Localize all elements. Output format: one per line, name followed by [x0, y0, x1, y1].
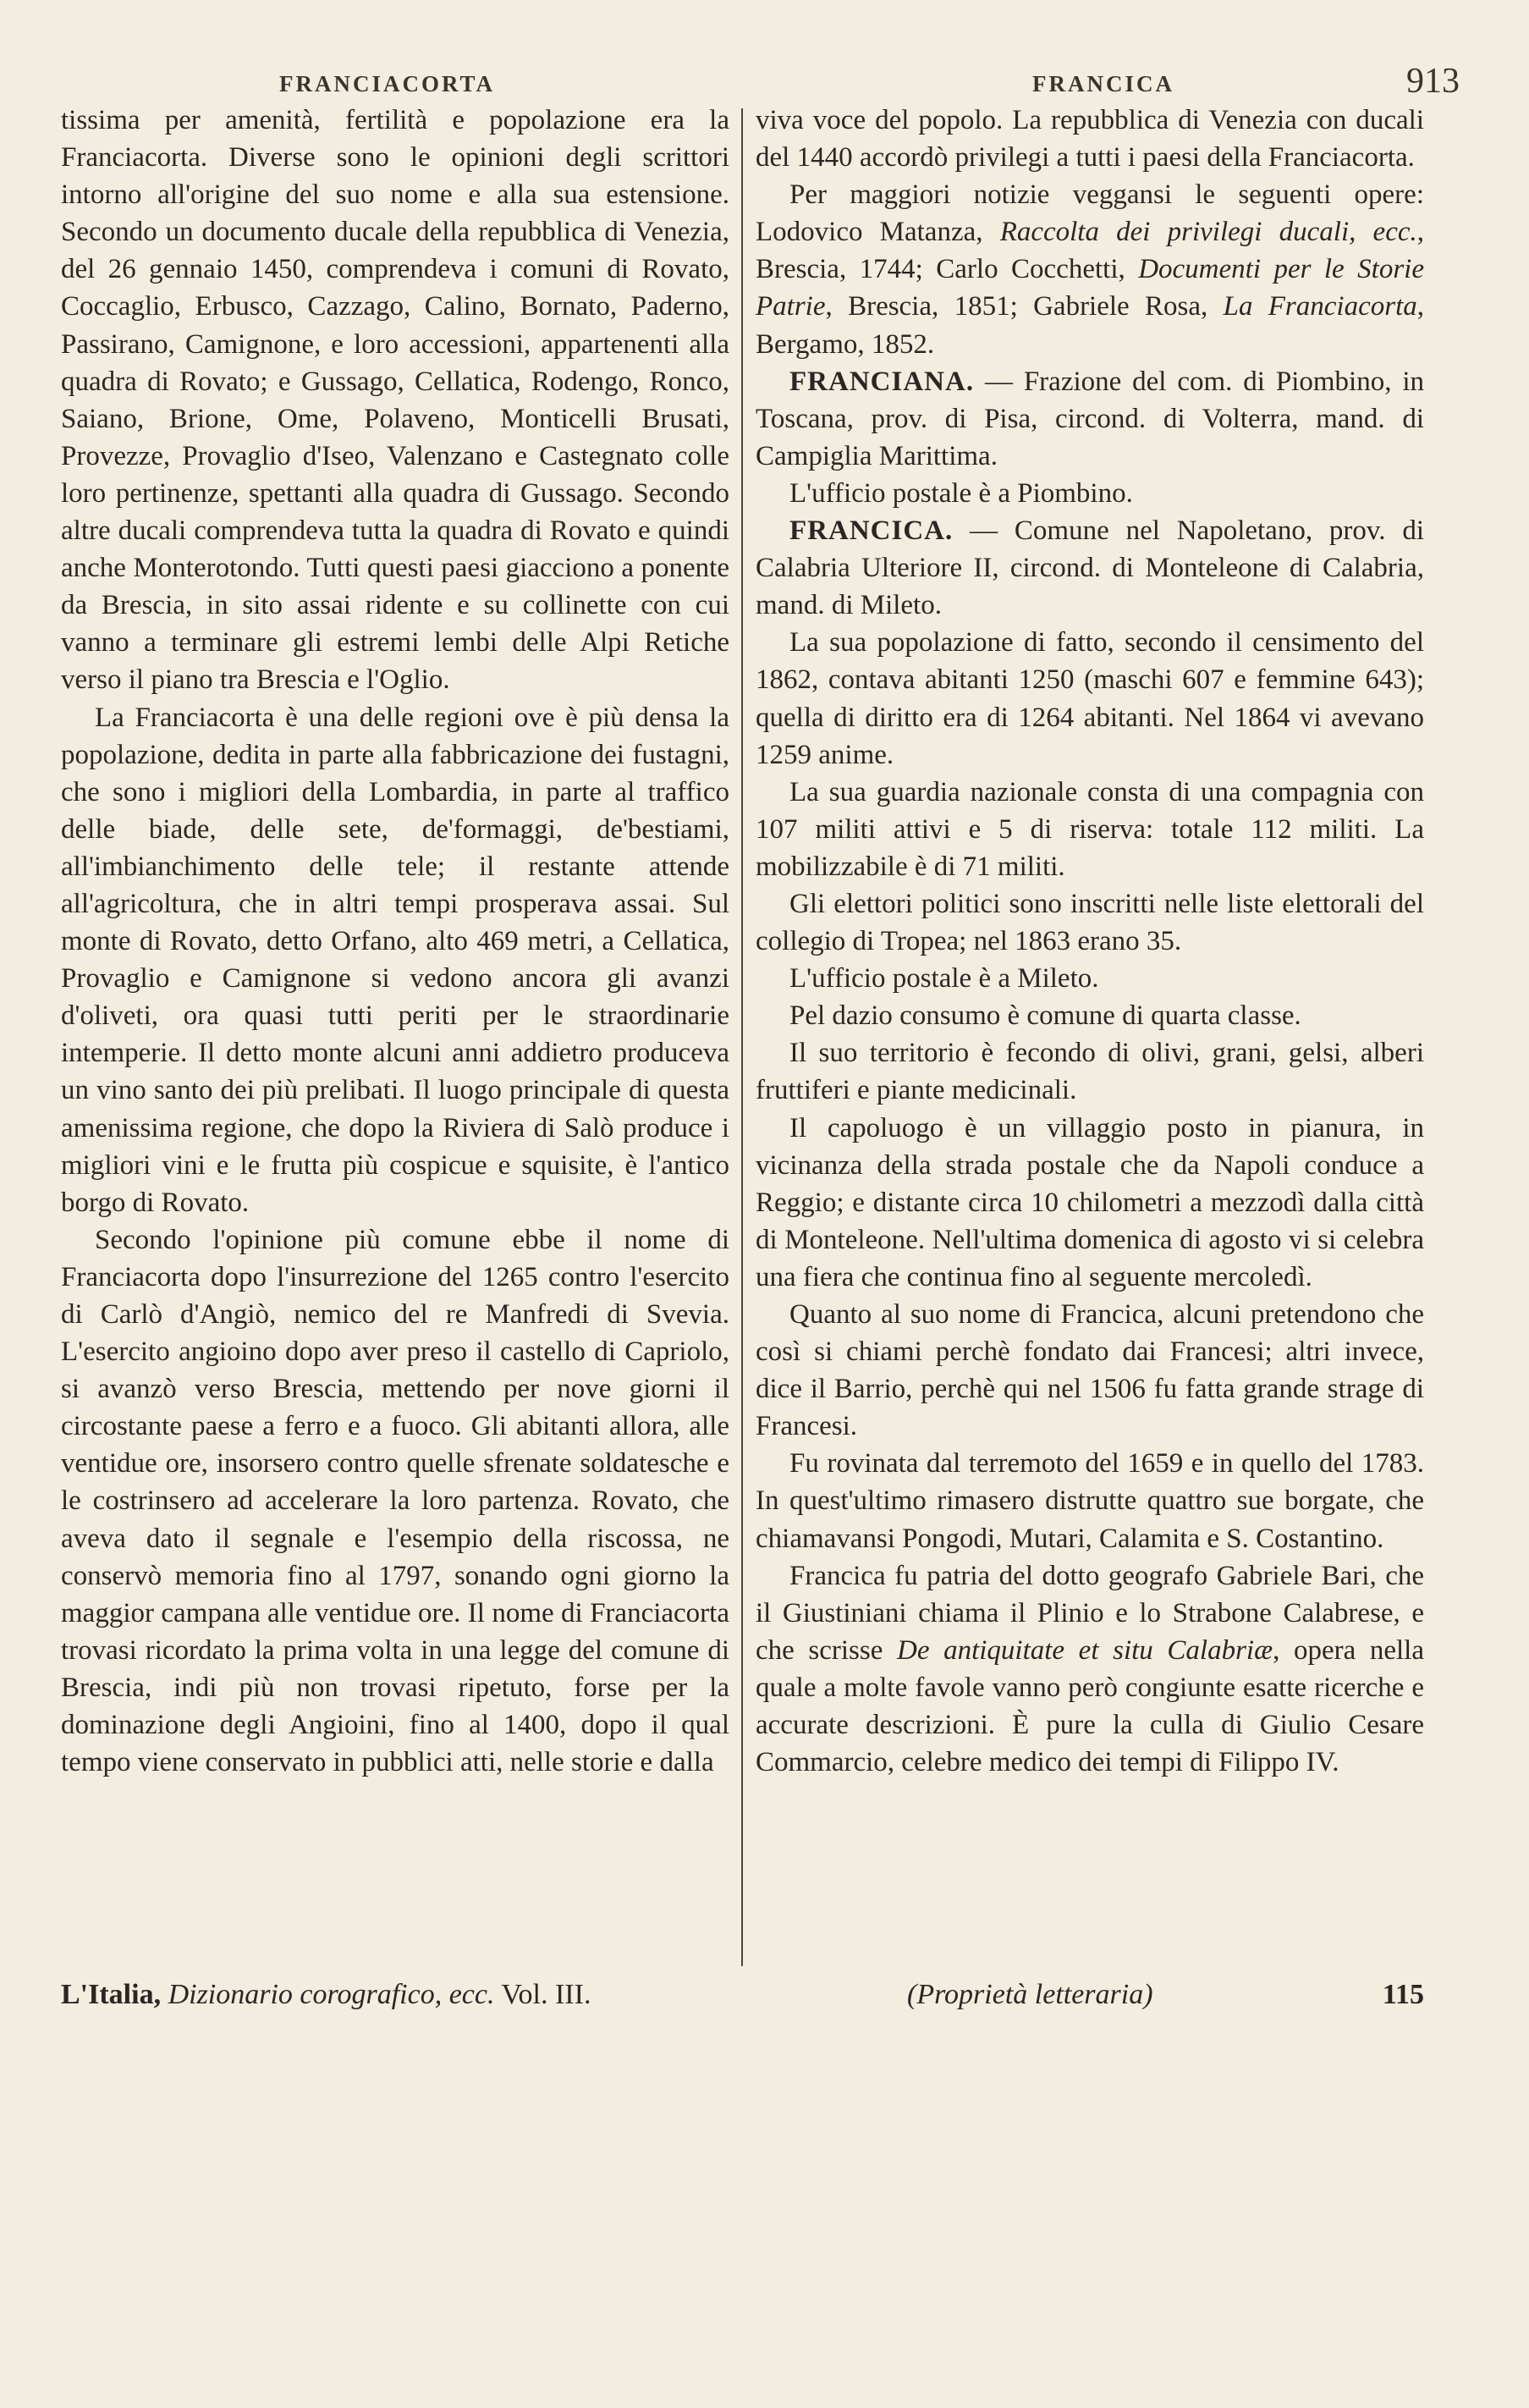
paragraph	[756, 1557, 1424, 1782]
right-column	[756, 102, 1424, 1781]
page-number: 913	[1406, 62, 1460, 101]
paragraph-bibliography	[756, 176, 1424, 362]
entry-francica	[756, 512, 1424, 624]
paragraph: La sua popolazione di fatto, secondo il censimento del 1862, contava abitanti 1250 (maschi 607 e femmine 643); quella di diritto era di 1264 abitanti. Nel 1864 vi avevano 1259 anime.	[756, 627, 1424, 770]
text: , Brescia, 1744; Carlo Cocchetti,	[756, 217, 1424, 285]
footer-title: L'Italia,	[61, 1979, 162, 2010]
footer-volume: Vol. III.	[494, 1979, 591, 2010]
paragraph: Secondo l'opinione più comune ebbe il nome di Franciacorta dopo l'insurrezione del 1265 contro l'esercito di Carlò d'Angiò, nemico del re Manfredi di Svevia. L'esercito angioino dopo aver preso il castello di Capriolo, si avanzò verso Brescia, mettendo per nove giorni il circostante paese a ferro e a fuoco. Gli abitanti allora, alle ventidue ore, insorsero contro quelle sfrenate soldatesche e le costrinsero ad accelerare la loro partenza. Rovato, che aveva dato il segnale e l'esempio della riscossa, ne conservò memoria fino al 1797, sonando ogni giorno la maggior campana alle ventidue ore. Il nome di Franciacorta trovasi ricordato la prima volta in una legge del comune di Brescia, indi più non trovasi ripetuto, forse per la dominazione degli Angioini, fino al 1400, dopo il qual tempo viene conservato in pubblici atti, nelle storie e dalla	[61, 1224, 729, 1778]
footer-subtitle: Dizionario corografico, ecc.	[161, 1979, 495, 2010]
paragraph: L'ufficio postale è a Piombino.	[789, 477, 1133, 509]
left-column	[61, 102, 729, 1781]
book-title: La Franciacorta	[1223, 291, 1417, 322]
paragraph: Il suo territorio è fecondo di olivi, grani, gelsi, alberi fruttiferi e piante medicinali.	[756, 1038, 1424, 1106]
column-divider	[741, 108, 743, 1966]
paragraph: tissima per amenità, fertilità e popolazione era la Franciacorta. Diverse sono le opinioni degli scrittori intorno all'origine del suo nome e alla sua estensione. Secondo un documento ducale della repubblica di Venezia, del 26 gennaio 1450, comprendeva i comuni di Rovato, Coccaglio, Erbusco, Cazzago, Calino, Bornato, Paderno, Passirano, Camignone, e loro accessioni, appartenenti alla quadra di Rovato; e Gussago, Cellatica, Rodengo, Ronco, Saiano, Brione, Ome, Polaveno, Monticelli Brusati, Provezze, Provaglio d'Iseo, Valenzano e Castegnato colle loro pertinenze, spettanti alla quadra di Gussago. Secondo altre ducali comprendeva tutta la quadra di Rovato e quindi anche Monterotondo. Tutti questi paesi giacciono a ponente da Brescia, in sito assai ridente e su collinette con cui vanno a terminare gli estremi lembi delle Alpi Retiche verso il piano tra Brescia e l'Oglio.	[61, 105, 729, 696]
footer-sheet-number: 115	[1382, 1979, 1424, 2010]
book-title: De antiquitate et situ Calabriæ	[897, 1634, 1273, 1666]
footer-citation	[61, 1979, 591, 2011]
paragraph: viva voce del popolo. La repubblica di Venezia con ducali del 1440 accordò privilegi a tutti i paesi della Franciacorta.	[756, 105, 1424, 174]
text: , Brescia, 1851; Gabriele Rosa,	[825, 291, 1224, 322]
text: Per maggiori notizie veggansi le seguenti opere: Lodovico Matanza,	[756, 179, 1424, 248]
book-title: Documenti per le Storie Patrie	[756, 254, 1424, 322]
paragraph: L'ufficio postale è a Mileto.	[789, 963, 1099, 995]
entry-franciana	[756, 363, 1424, 475]
paragraph: Fu rovinata dal terremoto del 1659 e in quello del 1783. In quest'ultimo rimasero distrutte quattro sue borgate, che chiamavansi Pongodi, Mutari, Calamita e S. Costantino.	[756, 1448, 1424, 1554]
running-header-left: FRANCIACORTA	[279, 71, 496, 96]
entry-text: — Comune nel Napoletano, prov. di Calabria Ulteriore II, circond. di Monteleone di Calabria, mand. di Mileto.	[756, 515, 1424, 621]
entry-title: FRANCICA.	[789, 515, 954, 547]
footer-rights: (Proprietà letteraria)	[907, 1979, 1153, 2010]
entry-title: FRANCIANA.	[789, 366, 975, 397]
text: , Bergamo, 1852.	[756, 291, 1424, 360]
paragraph: Quanto al suo nome di Francica, alcuni pretendono che così si chiami perchè fondato dai Francesi; altri invece, dice il Barrio, perchè qui nel 1506 fu fatta grande strage di Francesi.	[756, 1299, 1424, 1442]
text: , opera nella quale a molte favole vanno però congiunte esatte ricerche e accurate descrizioni. È pure la culla di Giulio Cesare Commarcio, celebre medico dei tempi di Filippo IV.	[756, 1634, 1424, 1778]
paragraph: Pel dazio consumo è comune di quarta classe.	[789, 1000, 1301, 1032]
paragraph: Il capoluogo è un villaggio posto in pianura, in vicinanza della strada postale che da Napoli conduce a Reggio; e distante circa 10 chilometri a mezzodì dalla città di Monteleone. Nell'ultima domenica di agosto vi si celebra una fiera che continua fino al seguente mercoledì.	[756, 1112, 1424, 1292]
text: Francica fu patria del dotto geografo Gabriele Bari, che il Giustiniani chiama il Plinio e lo Strabone Calabrese, e che scrisse	[756, 1560, 1424, 1666]
entry-text: — Frazione del com. di Piombino, in Toscana, prov. di Pisa, circond. di Volterra, mand. di Campiglia Marittima.	[756, 366, 1424, 471]
book-title: Raccolta dei privilegi ducali, ecc.	[999, 217, 1417, 248]
paragraph: La sua guardia nazionale consta di una compagnia con 107 militi attivi e 5 di riserva: totale 112 militi. La mobilizzabile è di 71 militi.	[756, 776, 1424, 882]
running-header-right: FRANCICA	[1032, 71, 1174, 96]
paragraph: Gli elettori politici sono inscritti nelle liste elettorali del collegio di Tropea; nel 1863 erano 35.	[756, 888, 1424, 957]
paragraph: La Franciacorta è una delle regioni ove è più densa la popolazione, dedita in parte alla fabbricazione dei fustagni, che sono i migliori della Lombardia, in parte al traffico delle biade, delle sete, de'formaggi, de'bestiami, all'imbianchimento delle tele; il restante attende all'agricoltura, che in altri tempi prosperava assai. Sul monte di Rovato, detto Orfano, alto 469 metri, a Cellatica, Provaglio e Camignone si vedono ancora gli avanzi d'oliveti, ora quasi tutti periti per le straordinarie intemperie. Il detto monte alcuni anni addietro produceva un vino santo dei più prelibati. Il luogo principale di questa amenissima regione, che dopo la Riviera di Salò produce i migliori vini e le frutta più cospicue e squisite, è l'antico borgo di Rovato.	[61, 702, 729, 1218]
